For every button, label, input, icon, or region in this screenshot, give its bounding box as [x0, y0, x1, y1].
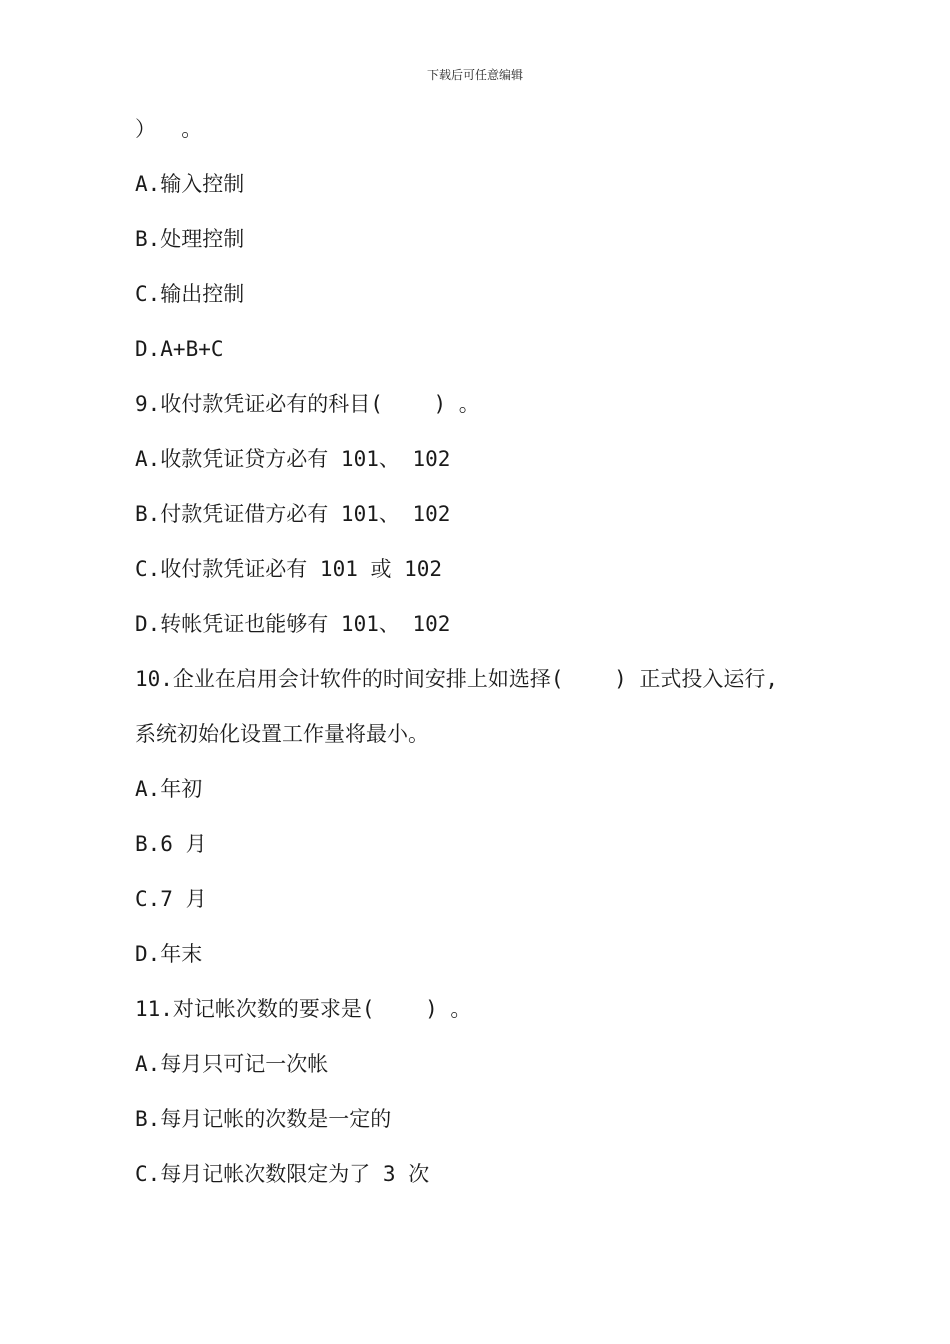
- option-b: B.6 月: [135, 832, 207, 856]
- option-c: C.7 月: [135, 887, 207, 911]
- document-body: [135, 102, 855, 1202]
- option-c: C.输出控制: [135, 282, 245, 306]
- option-b: B.付款凭证借方必有 101、 102: [135, 502, 451, 526]
- option-a: A.年初: [135, 777, 203, 801]
- question-10: 10.企业在启用会计软件的时间安排上如选择( ) 正式投入运行,: [135, 667, 779, 691]
- option-b: B.处理控制: [135, 227, 245, 251]
- option-c: C.收付款凭证必有 101 或 102: [135, 557, 443, 581]
- page-header: 下载后可任意编辑: [426, 68, 523, 82]
- option-a: A.输入控制: [135, 172, 245, 196]
- question-10-continued: 系统初始化设置工作量将最小。: [135, 722, 429, 746]
- option-a: A.每月只可记一次帐: [135, 1052, 329, 1076]
- option-b: B.每月记帐的次数是一定的: [135, 1107, 392, 1131]
- option-a: A.收款凭证贷方必有 101、 102: [135, 447, 451, 471]
- option-c: C.每月记帐次数限定为了 3 次: [135, 1162, 430, 1186]
- question-11: 11.对记帐次数的要求是( ) 。: [135, 997, 472, 1021]
- option-d: D.转帐凭证也能够有 101、 102: [135, 612, 451, 636]
- question-9: 9.收付款凭证必有的科目( ) 。: [135, 392, 480, 416]
- question-8-tail: ） 。: [135, 117, 203, 141]
- option-d: D.A+B+C: [135, 337, 224, 361]
- option-d: D.年末: [135, 942, 203, 966]
